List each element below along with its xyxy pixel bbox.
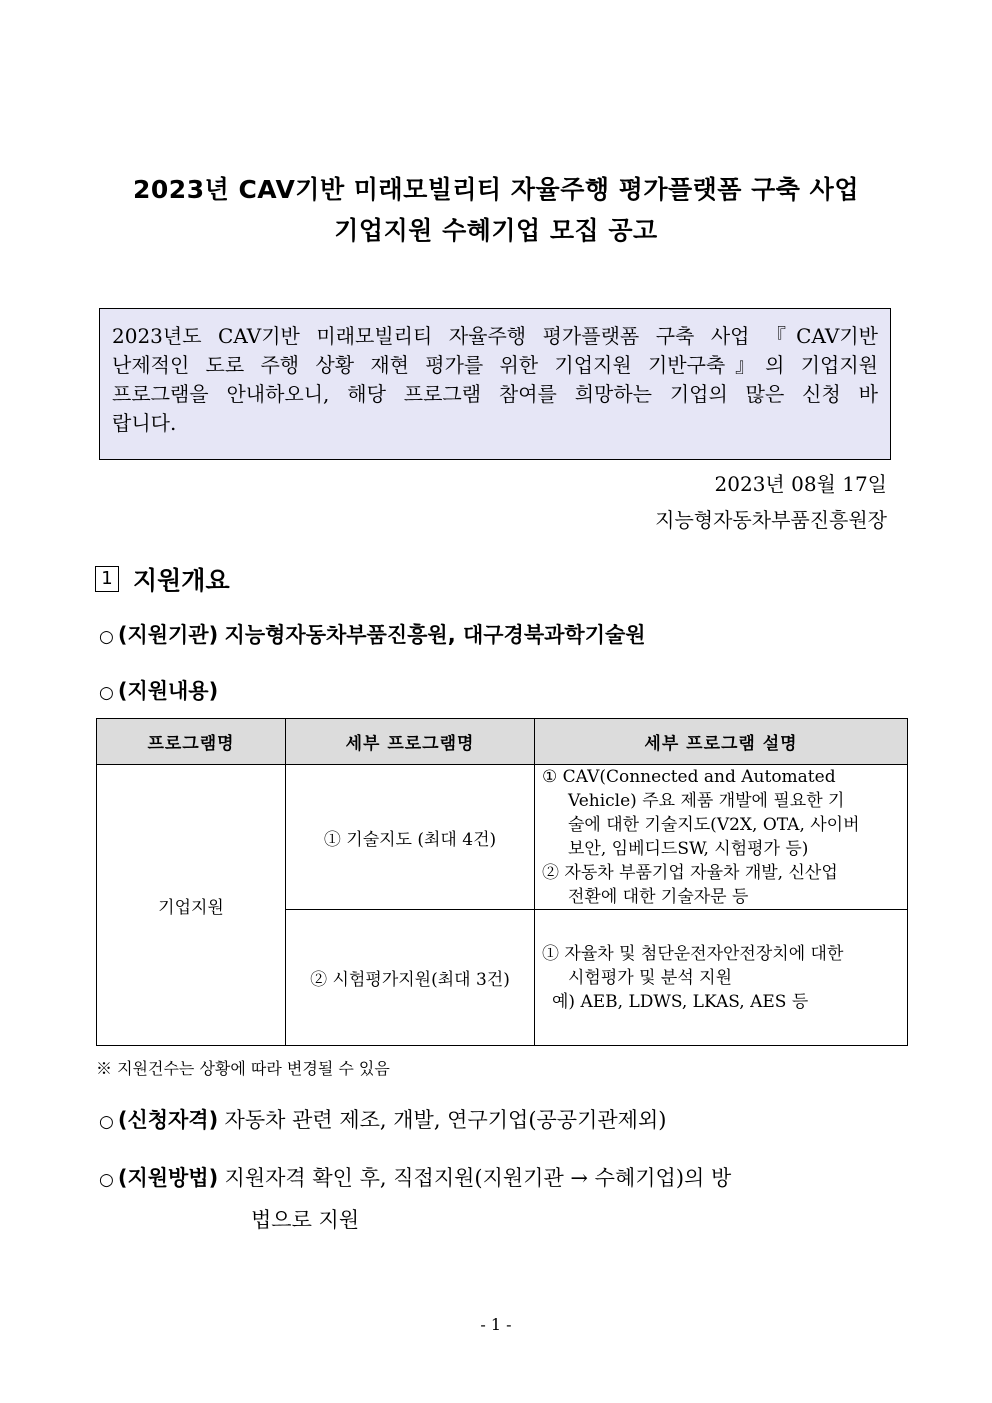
- intro-line-1: 2023년도 CAV기반 미래모빌리티 자율주행 평가플랫폼 구축 사업 『CAV기반: [112, 324, 878, 348]
- intro-line-4: 랍니다.: [112, 411, 177, 435]
- desc-cont: Vehicle) 주요 제품 개발에 필요한 기: [568, 791, 845, 811]
- desc-cont: 보안, 임베디드SW, 시험평가 등): [568, 839, 809, 859]
- bullet-label: (지원내용): [117, 679, 219, 703]
- desc-cont: 시험평가 및 분석 지원: [568, 967, 733, 988]
- bullet-text: 지능형자동차부품진흥원, 대구경북과학기술원: [224, 623, 646, 647]
- bullet-text: 지원자격 확인 후, 직접지원(지원기관 → 수혜기업)의 방: [224, 1166, 732, 1190]
- bullet-method-continued: [251, 1204, 359, 1234]
- page-number: - 1 -: [480, 1315, 512, 1334]
- desc-cont: 술에 대한 기술지도(V2X, OTA, 사이버: [568, 815, 860, 835]
- bullet-support-org: [99, 619, 646, 649]
- section-title: 지원개요: [133, 566, 230, 595]
- table-row: [97, 765, 908, 910]
- bullet-eligibility: [99, 1104, 666, 1134]
- bullet-circle-icon: ○: [99, 1112, 114, 1132]
- page-title-line2: 기업지원 수혜기업 모집 공고: [334, 216, 658, 245]
- page-title-line1: 2023년 CAV기반 미래모빌리티 자율주행 평가플랫폼 구축 사업: [133, 175, 859, 204]
- header-program: 프로그램명: [97, 719, 286, 765]
- header-sub-program: 세부 프로그램명: [286, 719, 535, 765]
- desc-item: ① CAV(Connected and Automated: [542, 767, 836, 787]
- intro-line-3: 프로그램을 안내하오니, 해당 프로그램 참여를 희망하는 기업의 많은 신청 바: [112, 382, 878, 406]
- description-cell: [535, 910, 908, 1046]
- table-header-row: [97, 719, 908, 765]
- bullet-circle-icon: ○: [99, 1170, 114, 1190]
- intro-line-2: 난제적인 도로 주행 상황 재현 평가를 위한 기업지원 기반구축』의 기업지원: [112, 353, 878, 377]
- bullet-label: (지원방법): [117, 1166, 219, 1190]
- bullet-text: 법으로 지원: [251, 1208, 360, 1232]
- support-program-table: [96, 718, 908, 1046]
- table-note: ※ 지원건수는 상황에 따라 변경될 수 있음: [96, 1059, 390, 1078]
- bullet-label: (지원기관): [117, 623, 219, 647]
- bullet-circle-icon: ○: [99, 683, 114, 703]
- issuer: 지능형자동차부품진흥원장: [655, 508, 887, 532]
- desc-example: 예) AEB, LDWS, LKAS, AES 등: [552, 991, 809, 1012]
- desc-item: ① 자율차 및 첨단운전자안전장치에 대한: [542, 943, 844, 964]
- header-description: 세부 프로그램 설명: [535, 719, 908, 765]
- section-1-heading: [95, 561, 230, 597]
- program-name-cell: 기업지원: [97, 765, 286, 1046]
- bullet-support-content: [99, 675, 218, 705]
- bullet-method: [99, 1162, 731, 1192]
- section-number-box: 1: [95, 566, 119, 592]
- bullet-text: 자동차 관련 제조, 개발, 연구기업(공공기관제외): [224, 1108, 667, 1132]
- sub-program-cell: ① 기술지도 (최대 4건): [286, 765, 535, 910]
- desc-cont: 전환에 대한 기술자문 등: [568, 887, 749, 907]
- bullet-circle-icon: ○: [99, 627, 114, 647]
- description-cell: [535, 765, 908, 910]
- desc-item: ② 자동차 부품기업 자율차 개발, 신산업: [542, 863, 838, 883]
- bullet-label: (신청자격): [117, 1108, 219, 1132]
- announcement-date: 2023년 08월 17일: [714, 472, 887, 496]
- sub-program-cell: ② 시험평가지원(최대 3건): [286, 910, 535, 1046]
- intro-box: [99, 308, 891, 460]
